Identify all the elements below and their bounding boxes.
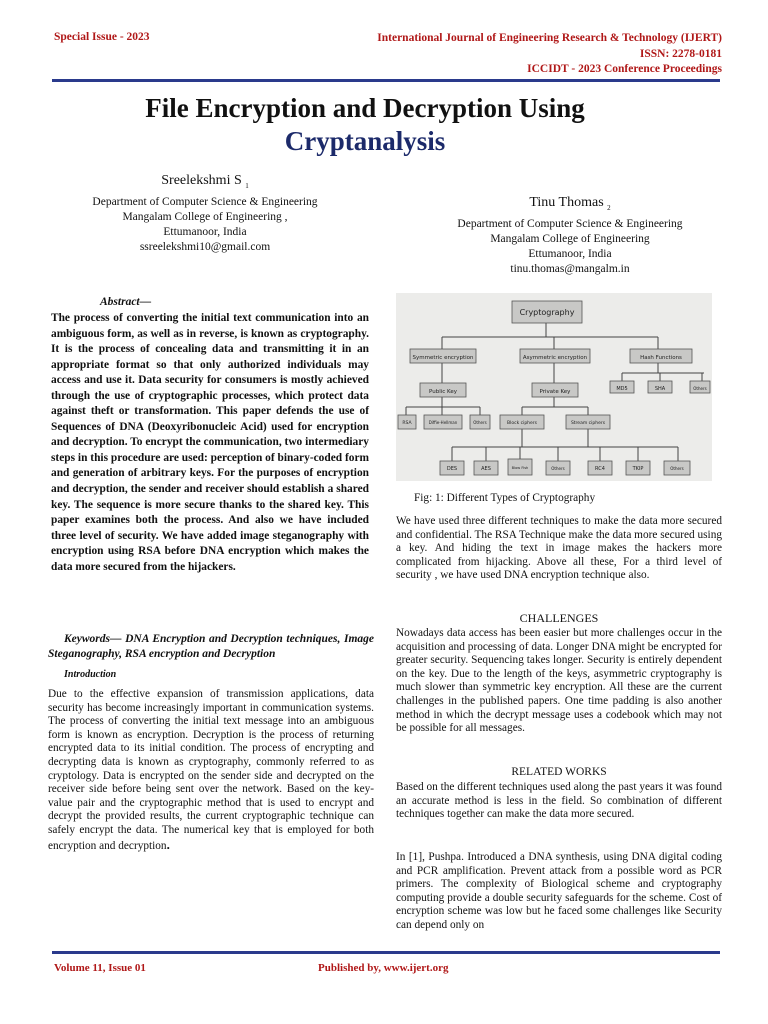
footer-rule xyxy=(52,951,720,954)
introduction-heading: Introduction xyxy=(64,669,117,680)
journal-issue-label: Special Issue - 2023 xyxy=(54,31,150,43)
node-asymmetric: Asymmetric encryption xyxy=(522,355,588,361)
related-works-para-2: In [1], Pushpa. Introduced a DNA synthesis, using DNA digital coding and PCR amplification. Prevent attack from a possible word as PCR primers. The complexity of Biological scheme and cryptography computing provide a double security safeguards for the scheme. Cost of encryption scheme was low but he faced some challenges like Security can depend only on xyxy=(396,851,722,931)
author-index: 1 xyxy=(245,181,249,190)
author-college: Mangalam College of Engineering xyxy=(490,232,650,245)
paper-title xyxy=(60,92,670,158)
introduction-end-mark: . xyxy=(166,836,170,852)
node-symmetric: Symmetric encryption xyxy=(412,355,474,361)
challenges-heading: CHALLENGES xyxy=(519,611,599,625)
journal-header xyxy=(377,31,722,78)
node-rsa: RSA xyxy=(402,421,412,426)
author-email: ssreelekshmi10@gmail.com xyxy=(139,240,271,253)
author-place: Ettumanoor, India xyxy=(528,247,612,260)
node-stream-ciphers: Stream ciphers xyxy=(570,421,606,426)
title-line-1: File Encryption and Decryption Using xyxy=(145,93,585,123)
node-rc4: RC4 xyxy=(595,466,605,472)
related-works-heading: RELATED WORKS xyxy=(511,766,607,778)
node-public-key: Public Key xyxy=(429,389,457,395)
keywords-heading: Keywords— xyxy=(64,633,122,645)
node-private-key: Private Key xyxy=(539,389,571,395)
conference-proceedings: ICCIDT - 2023 Conference Proceedings xyxy=(527,63,722,75)
node-diffie-hellman: Diffie-Hellman xyxy=(428,420,458,425)
node-aes: AES xyxy=(481,466,491,472)
author-place: Ettumanoor, India xyxy=(163,225,247,238)
figure-caption: Fig: 1: Different Types of Cryptography xyxy=(414,492,596,504)
author-email: tinu.thomas@mangalm.in xyxy=(510,262,630,275)
header-rule xyxy=(52,79,720,82)
abstract-heading: Abstract— xyxy=(100,296,152,308)
author-dept: Department of Computer Science & Engineering xyxy=(92,195,318,208)
author-name: Tinu Thomas xyxy=(529,195,604,210)
node-hash-others: Others xyxy=(693,386,707,391)
journal-name: International Journal of Engineering Research & Technology (IJERT) xyxy=(377,32,722,44)
title-line-2: Cryptanalysis xyxy=(284,126,446,156)
introduction-body: Due to the effective expansion of transmission applications, data security has become increasingly important in communication systems. The process of converting the initial text message into an ambiguous form is known as encryption. Decryption is the process of returning encrypted data to its initial condition. The process of encrypting and decrypting data is known as cryptography, commonly referred to as cryptology. Data is encrypted on the sender side and decrypted on the receiver side before being sent over the network. Based on the key-value pair and the cryptographic method that is used to encrypt and decrypt the provided results, the current cryptographic technique can safely encrypt the data. The numerical key that is employed for both encryption and decryption xyxy=(48,688,374,852)
related-works-para-1: Based on the different techniques used along the past years it was found an accurate method is less in the field. So combination of different techniques together can make the data more secured. xyxy=(396,781,722,821)
node-tkip: TKIP xyxy=(632,466,644,472)
challenges-text: Nowadays data access has been easier but more challenges occur in the acquisition and processing of data. Longer DNA might be encrypted for greater security. Sequencing takes longer. Security is entirely dependent on the key. Due to the length of the keys, asymmetric cryptography is much slower than symmetric key encryption. All these are the current challenges in the published papers. One time padding is also another method in which the decrypt message uses a codebook which may not be possible for all messages. xyxy=(396,627,722,735)
keywords-text: DNA Encryption and Decryption techniques, Image Steganography, RSA encryption and Decryption xyxy=(48,633,374,660)
methods-paragraph: We have used three different techniques to make the data more secured and confidential. The RSA Technique make the data more secured using a key. And hiding the text in image makes the hackers more complicated from hijacking. Above all these, For a third level of security , we have used DNA encryption technique also. xyxy=(396,515,722,582)
node-blowfish: Blow Fish xyxy=(511,466,529,470)
author-block-1 xyxy=(60,172,350,255)
footer-publisher: Published by, www.ijert.org xyxy=(318,962,449,974)
node-hash: Hash Functions xyxy=(640,355,682,361)
author-dept: Department of Computer Science & Engineering xyxy=(457,217,683,230)
node-block-ciphers: Block ciphers xyxy=(507,421,537,426)
introduction-text xyxy=(48,688,374,853)
journal-issn: ISSN: 2278-0181 xyxy=(639,47,722,60)
abstract-text: The process of converting the initial text communication into an ambiguous form, as well as in reverse, is known as cryptography. It is the process of concealing data and transmitting it in an appropriate format so that only authorized individuals may access and use it. Data security for consumers is mostly achieved through the use of cryptographic processes, which protect data against theft or transformation. This paper defends the use of Sequences of DNA (Deoxyribonucleic Acid) used for encryption and decryption. To encrypt the communication, two intermediary steps in this procedure are used: perception of binary-coded form and generation of arbitrary keys. For the purposes of encryption and decryption, the sender and receiver should establish a shared key. The sequence is more secure thanks to the shared key. This paper examines both the process. And also we have included three level of security. We have added image steganography with encryption using RSA before DNA encryption which makes the data more secured from the hijackers. xyxy=(51,312,369,573)
node-public-others: Others xyxy=(473,420,487,425)
author-index: 2 xyxy=(607,203,611,212)
cryptography-diagram xyxy=(396,293,712,481)
node-stream-others: Others xyxy=(670,466,684,471)
node-md5: MD5 xyxy=(616,386,628,392)
footer-volume: Volume 11, Issue 01 xyxy=(54,962,146,974)
author-college: Mangalam College of Engineering , xyxy=(122,210,288,223)
keywords xyxy=(48,632,374,662)
node-sha: SHA xyxy=(654,386,666,392)
node-block-others: Others xyxy=(551,466,565,471)
node-des: DES xyxy=(446,466,458,472)
node-root: Cryptography xyxy=(519,308,575,317)
author-name: Sreelekshmi S xyxy=(161,173,242,188)
author-block-2 xyxy=(420,194,720,277)
